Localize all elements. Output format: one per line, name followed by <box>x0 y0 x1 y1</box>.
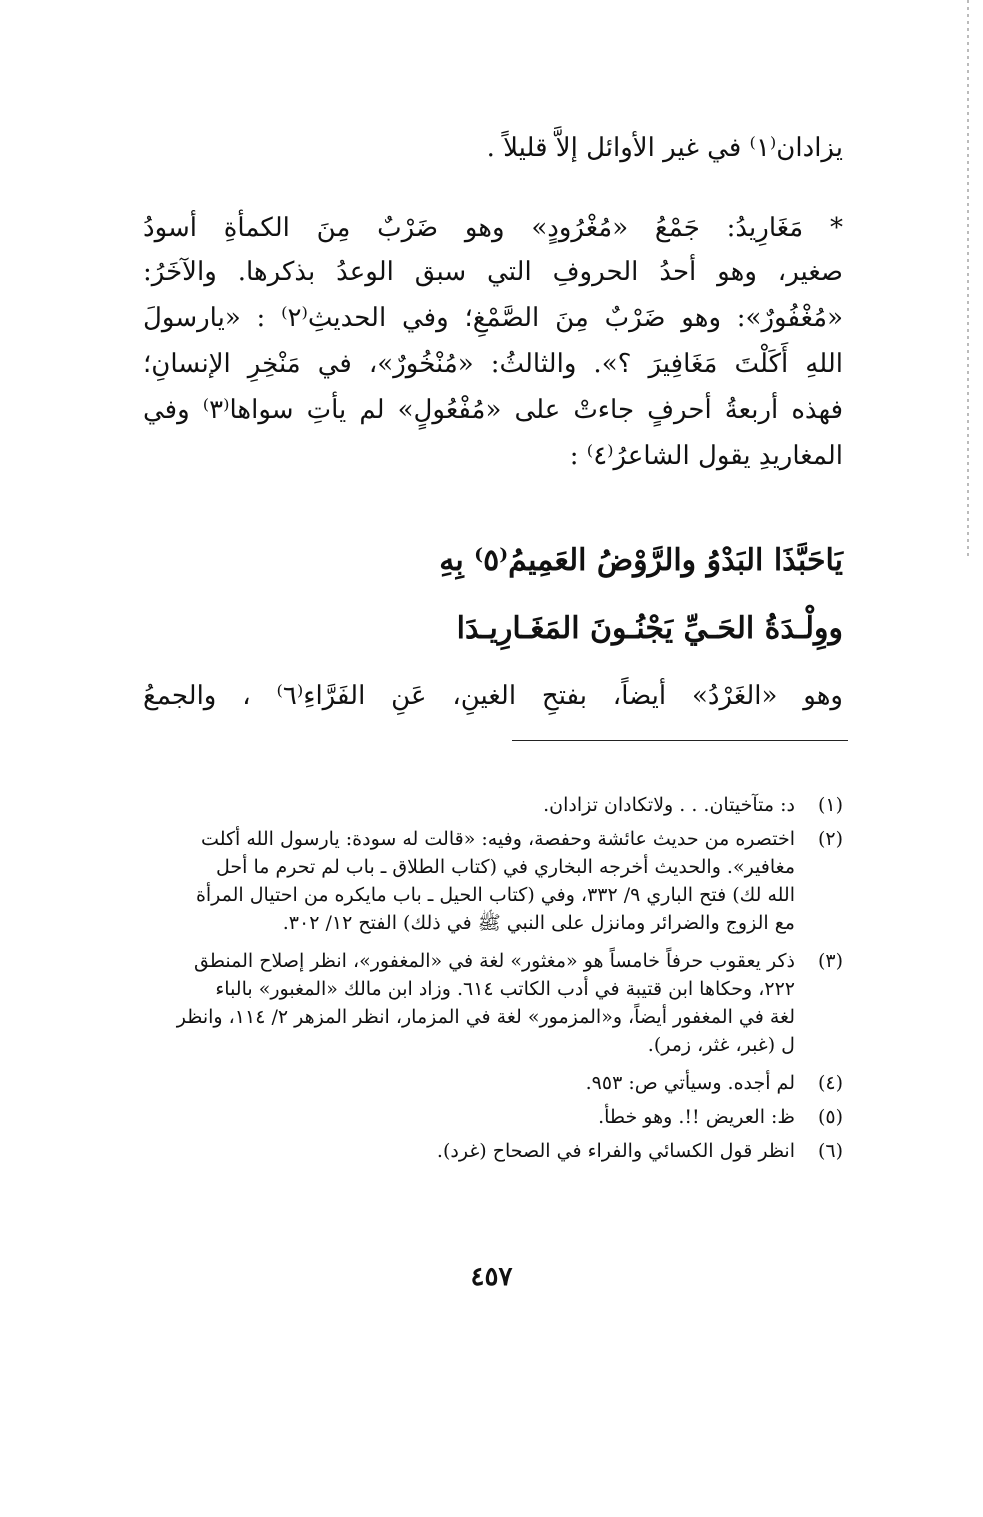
footnote-text: ذكر يعقوب حرفاً خامساً هو «مغثور» لغة في «المغفور»، انظر إصلاح المنطق <box>193 950 795 972</box>
body-line-after-verse: وهو «الغَرْدُ» أيضاً، بفتحِ الغينِ، عَنِ الفَرَّاءِ⁽٦⁾ ، والجمعُ <box>143 681 843 711</box>
footnote-number: (٤) <box>817 1072 843 1094</box>
footnote-2-line-4: مع الزوج والضرائر ومانزل على النبي ﷺ في ذلك) الفتح ١٢/ ٣٠٢. <box>282 912 795 934</box>
footnote-6 <box>143 1136 843 1166</box>
footnote-separator <box>512 740 848 741</box>
page-number: ٤٥٧ <box>470 1262 513 1292</box>
main-text <box>143 128 843 728</box>
body-line-7: المغاريدِ يقول الشاعرُ⁽٤⁾ : <box>569 441 843 471</box>
footnote-number: (٢) <box>817 828 843 850</box>
body-line-2: * مَغَارِيدُ: جَمْعُ «مُغْرُودٍ» وهو ضَرْبٌ مِنَ الكمأةِ أسودُ <box>143 213 843 243</box>
footnote-text: لم أجده. وسيأتي ص: ٩٥٣. <box>585 1072 795 1094</box>
footnote-text: اختصره من حديث عائشة وحفصة، وفيه: «قالت له سودة: يارسول الله أكلت <box>201 828 795 850</box>
body-line-3: صغير، وهو أحدُ الحروفِ التي سبق الوعدُ بذكرها. والآخَرُ: <box>143 257 843 287</box>
footnote-number: (١) <box>817 794 843 816</box>
footnote-number: (٥) <box>817 1106 843 1128</box>
footnote-text: انظر قول الكسائي والفراء في الصحاح (غرد). <box>436 1140 795 1162</box>
body-line-4: «مُغْفُورٌ»: وهو ضَرْبٌ مِنَ الصَّمْغِ؛ وفي الحديثِ⁽٢⁾ : «يارسولَ <box>143 303 843 333</box>
footnote-3-line-4: ل (غبر، غثر، زمر). <box>647 1034 795 1056</box>
body-line-1: يزادان⁽١⁾ في غير الأوائل إلاَّ قليلاً . <box>486 133 843 163</box>
verse-first-hemistich: يَاحَبَّذَا البَدْوُ والرَّوْضُ العَمِيمُ⁽٥⁾ بِهِ <box>439 543 843 578</box>
footnote-number: (٣) <box>817 950 843 972</box>
body-line-5: اللهِ أَكَلْتَ مَغَافِيرَ ؟». والثالثُ: «مُنْخُورٌ»، في مَنْخِرِ الإنسانِ؛ <box>143 349 843 379</box>
footnote-2 <box>143 824 843 854</box>
footnote-3 <box>143 946 843 976</box>
body-line-6: فهذه أربعةُ أحرفٍ جاءتْ على «مُفْعُولٍ» لم يأتِ سواها⁽٣⁾ وفي <box>143 395 843 425</box>
verse-second-hemistich: ووِلْـدَةُ الحَـيِّ يَجْنُـونَ المَغَـارِيـدَا <box>456 611 843 646</box>
footnote-text: ظ: العريض !!. وهو خطأ. <box>598 1106 795 1128</box>
footnote-5 <box>143 1102 843 1132</box>
scan-edge-mark <box>967 0 969 560</box>
footnote-1 <box>143 790 843 820</box>
footnote-2-line-2: مغافير». والحديث أخرجه البخاري في (كتاب الطلاق ـ باب لم تحرم ما أحل <box>216 856 795 878</box>
footnote-4 <box>143 1068 843 1098</box>
footnote-3-line-2: ٢٢٢، وحكاها ابن قتيبة في أدب الكاتب ٦١٤. وزاد ابن مالك «المغبور» بالباء <box>215 978 795 1000</box>
footnote-text: د: متآخيتان. . . ولاتكادان تزادان. <box>543 794 795 816</box>
footnotes <box>143 790 843 1190</box>
footnote-3-line-3: لغة في المغفور أيضاً، و«المزمور» لغة في المزمار، انظر المزهر ٢/ ١١٤، وانظر <box>176 1006 795 1028</box>
footnote-2-line-3: الله لك) فتح الباري ٩/ ٣٣٢، وفي (كتاب الحيل ـ باب مايكره من احتيال المرأة <box>195 884 795 906</box>
footnote-number: (٦) <box>817 1140 843 1162</box>
